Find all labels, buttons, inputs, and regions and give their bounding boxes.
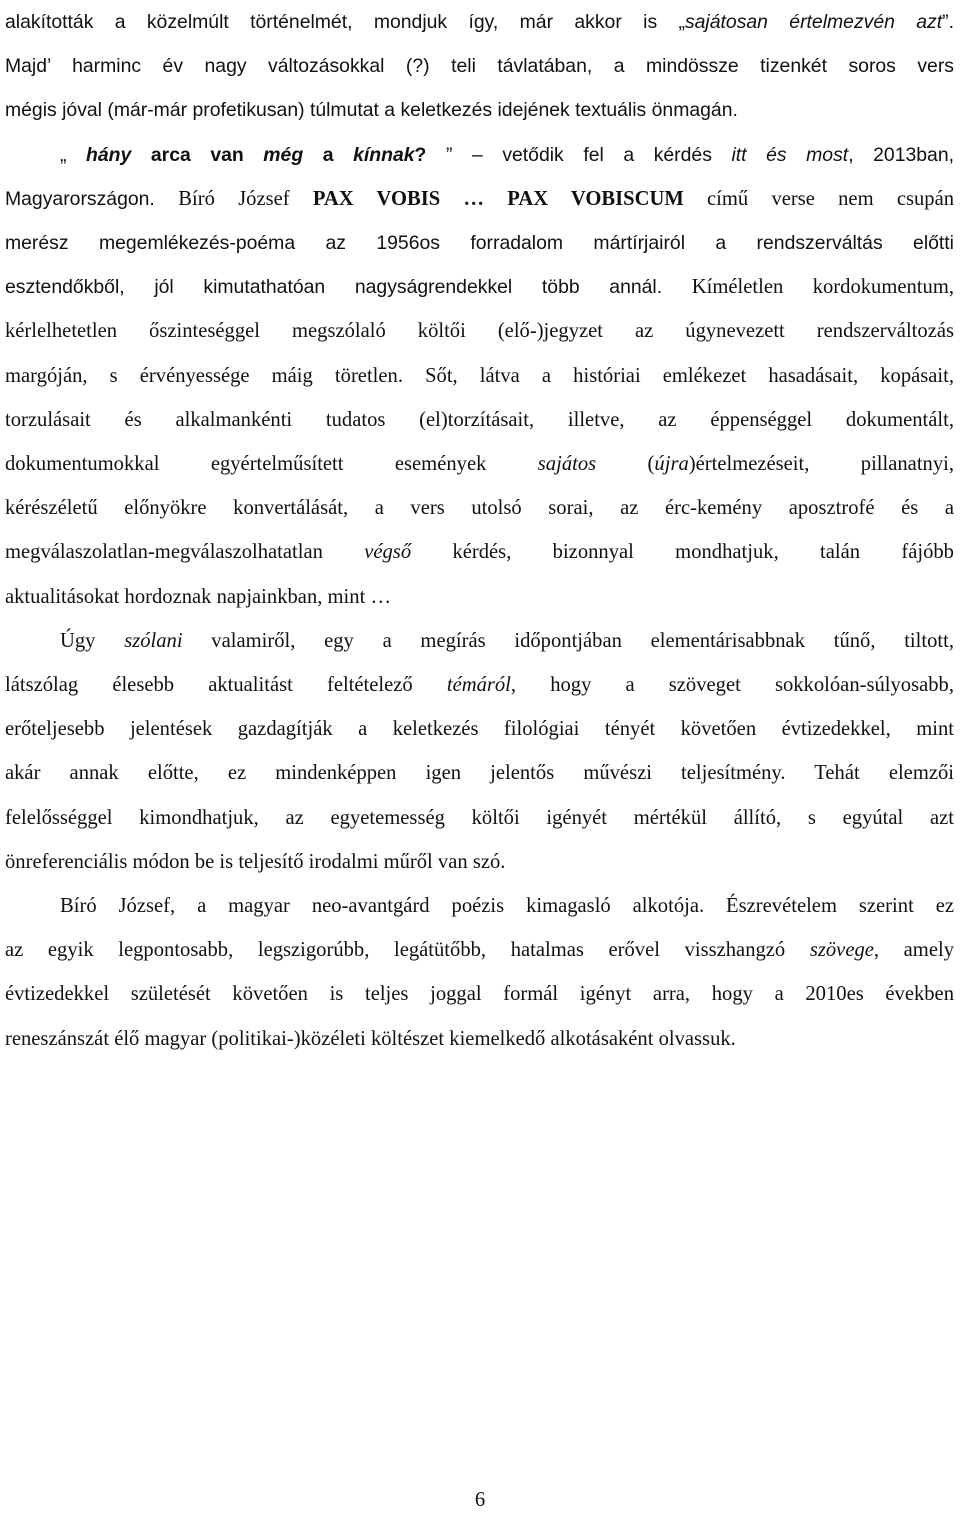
text-line [5, 840, 954, 884]
text-line [5, 796, 954, 840]
text-segment: Kíméletlen kordokumentum, [691, 276, 954, 299]
emphasis-text: témáról [446, 674, 511, 696]
emphasis-text: végső [364, 541, 412, 564]
text-line [5, 398, 954, 442]
emphasis-text: szövege [809, 939, 874, 962]
text-line [5, 88, 954, 132]
bold-text: ? [414, 143, 427, 166]
text-segment: margóján, s érvényessége máig töretlen. Sőt, látva a históriai emlékezet hasadásait, kopásait, [5, 364, 954, 387]
text-segment: kérlelhetetlen őszinteséggel megszólaló költői (elő-)jegyzet az úgynevezett rendszerváltozás [5, 320, 954, 343]
text-line [5, 133, 954, 177]
text-segment: ” – vetődik fel a kérdés [426, 143, 732, 166]
text-segment: aktualitásokat hordoznak napjainkban, mint … [5, 585, 392, 608]
text-segment: valamiről, egy a megírás időpontjában elementárisabbnak tűnő, tiltott, [182, 629, 954, 652]
text-segment: alakították a közelmúlt történelmét, mondjuk így, már akkor is „ [5, 11, 685, 33]
text-line [5, 354, 954, 398]
bold-text: PAX VOBIS … PAX VOBISCUM [312, 187, 684, 210]
text-segment: felelősséggel kimondhatjuk, az egyetemesség költői igényét mértékül állító, s egyútal azt [5, 806, 954, 829]
text-segment: önreferenciális módon be is teljesítő irodalmi műről van szó. [5, 850, 506, 873]
text-line [5, 0, 954, 44]
text-segment: című verse nem csupán [683, 187, 955, 210]
emphasis-text: itt és most [731, 143, 849, 166]
text-line [5, 442, 954, 486]
bold-text: a [303, 143, 354, 166]
text-segment: évtizedekkel születését követően is teljes joggal formál igényt arra, hogy a 2010es években [5, 983, 954, 1006]
text-line [5, 486, 954, 530]
text-segment: , 2013ban, [848, 143, 955, 166]
text-segment: az egyik legpontosabb, legszigorúbb, legátütőbb, hatalmas erővel visszhangzó [5, 939, 810, 962]
emphasis-text: kínnak [353, 143, 415, 166]
text-segment: Majd’ harminc év nagy változásokkal (?) teli távlatában, a mindössze tizenkét soros vers [5, 55, 954, 78]
emphasis-text: még [263, 143, 304, 166]
page-number: 6 [474, 1489, 486, 1511]
text-line [5, 1017, 954, 1061]
text-line [5, 751, 954, 795]
text-segment: erőteljesebb jelentések gazdagítják a keletkezés filológiai tényét követően évtizedekkel, mint [5, 718, 954, 741]
text-line [5, 265, 954, 309]
text-segment: mégis jóval (már-már profetikusan) túlmutat a keletkezés idejének textuális önmagán. [5, 99, 738, 122]
text-segment: akár annak előtte, ez mindenképpen igen jelentős művészi teljesítmény. Tehát elemzői [5, 762, 954, 785]
text-segment: , amely [873, 939, 954, 962]
text-segment: )értelmezéseit, pillanatnyi, [688, 453, 955, 475]
text-segment: Bíró József, a magyar neo-avantgárd poézis kimagasló alkotója. Észrevételem szerint ez [60, 895, 954, 917]
text-segment: kérészéletű előnyökre konvertálását, a vers utolsó sorai, az érc-kemény aposztrofé és a [5, 497, 954, 520]
text-segment: ”. [942, 11, 954, 33]
text-line [5, 663, 954, 707]
text-segment: Úgy [60, 629, 125, 652]
text-line [5, 972, 954, 1016]
text-segment: ( [596, 453, 655, 475]
emphasis-text: sajátosan értelmezvén azt [684, 11, 943, 33]
text-segment: dokumentumokkal egyértelműsített események [5, 453, 538, 475]
text-segment: Magyarországon. [5, 187, 179, 210]
text-line [5, 619, 954, 663]
text-segment: torzulásait és alkalmankénti tudatos (el)torzításait, illetve, az éppenséggel dokumentált, [5, 408, 954, 431]
text-line [5, 177, 954, 221]
emphasis-text: sajátos [537, 453, 597, 475]
bold-text: arca van [131, 143, 264, 166]
text-segment: , hogy a szöveget sokkolóan-súlyosabb, [510, 674, 954, 696]
text-segment: megválaszolatlan-megválaszolhatatlan [5, 541, 365, 564]
text-line [5, 884, 954, 928]
emphasis-text: szólani [124, 629, 183, 652]
text-line [5, 707, 954, 751]
text-segment: látszólag élesebb aktualitást feltételező [5, 674, 447, 696]
emphasis-text: újra [654, 453, 689, 475]
text-line [5, 928, 954, 972]
text-line [5, 309, 954, 353]
text-segment: Bíró József [178, 187, 313, 210]
text-segment: „ [60, 143, 87, 166]
text-segment: kérdés, bizonnyal mondhatjuk, talán fájóbb [411, 541, 954, 564]
text-line [5, 530, 954, 574]
emphasis-text: hány [86, 143, 132, 166]
text-segment: reneszánszát élő magyar (politikai-)közéleti költészet kiemelkedő alkotásaként olvassuk. [5, 1027, 736, 1050]
text-segment: merész megemlékezés-poéma az 1956os forradalom mártírjairól a rendszerváltás előtti [5, 232, 954, 254]
text-segment: esztendőkből, jól kimutathatóan nagyságrendekkel több annál. [5, 276, 692, 299]
text-line [5, 575, 954, 619]
text-line [5, 221, 954, 265]
text-line [5, 44, 954, 88]
